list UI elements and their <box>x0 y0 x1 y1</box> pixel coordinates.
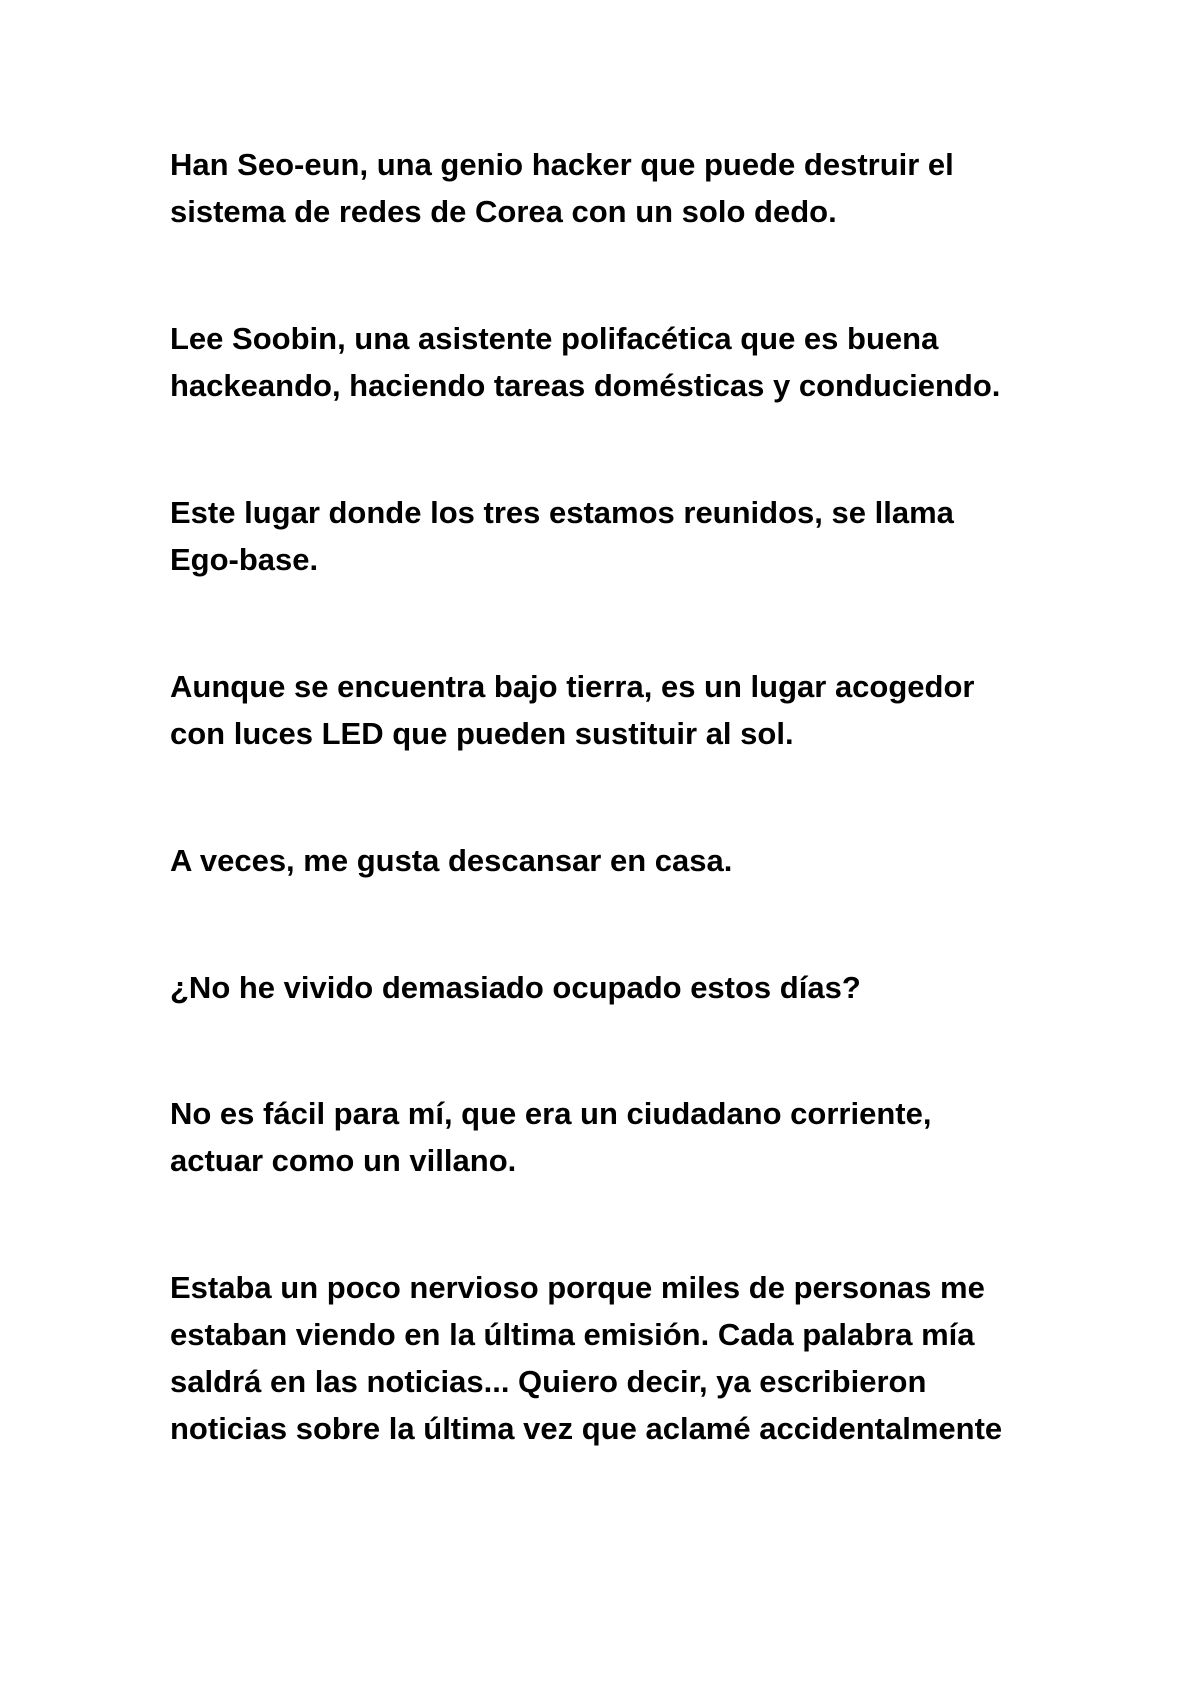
paragraph-6 <box>170 964 1050 1011</box>
paragraph-line: Han Seo-eun, una genio hacker que puede destruir el <box>170 147 954 182</box>
paragraph-8 <box>170 1264 1050 1452</box>
paragraph-line: Lee Soobin, una asistente polifacética que es buena <box>170 321 939 356</box>
paragraph-line: saldrá en las noticias... Quiero decir, ya escribieron <box>170 1364 927 1399</box>
paragraph-line: Estaba un poco nervioso porque miles de personas me <box>170 1270 985 1305</box>
paragraph-line: Aunque se encuentra bajo tierra, es un lugar acogedor <box>170 669 975 704</box>
paragraph-line: ¿No he vivido demasiado ocupado estos días? <box>170 970 861 1005</box>
paragraph-line: No es fácil para mí, que era un ciudadano corriente, <box>170 1096 932 1131</box>
paragraph-line: sistema de redes de Corea con un solo dedo. <box>170 194 837 229</box>
paragraph-5 <box>170 837 1050 884</box>
paragraph-4 <box>170 663 1050 757</box>
paragraph-line: noticias sobre la última vez que aclamé accidentalmente <box>170 1411 1003 1446</box>
paragraph-line: hackeando, haciendo tareas domésticas y conduciendo. <box>170 368 1001 403</box>
paragraph-line: Ego-base. <box>170 542 319 577</box>
paragraph-line: actuar como un villano. <box>170 1143 517 1178</box>
paragraph-2 <box>170 315 1050 409</box>
paragraph-3 <box>170 489 1050 583</box>
paragraph-line: A veces, me gusta descansar en casa. <box>170 843 733 878</box>
paragraph-7 <box>170 1090 1050 1184</box>
paragraph-line: Este lugar donde los tres estamos reunidos, se llama <box>170 495 954 530</box>
paragraph-line: estaban viendo en la última emisión. Cada palabra mía <box>170 1317 975 1352</box>
paragraph-line: con luces LED que pueden sustituir al sol. <box>170 716 794 751</box>
paragraph-1 <box>170 141 1050 235</box>
